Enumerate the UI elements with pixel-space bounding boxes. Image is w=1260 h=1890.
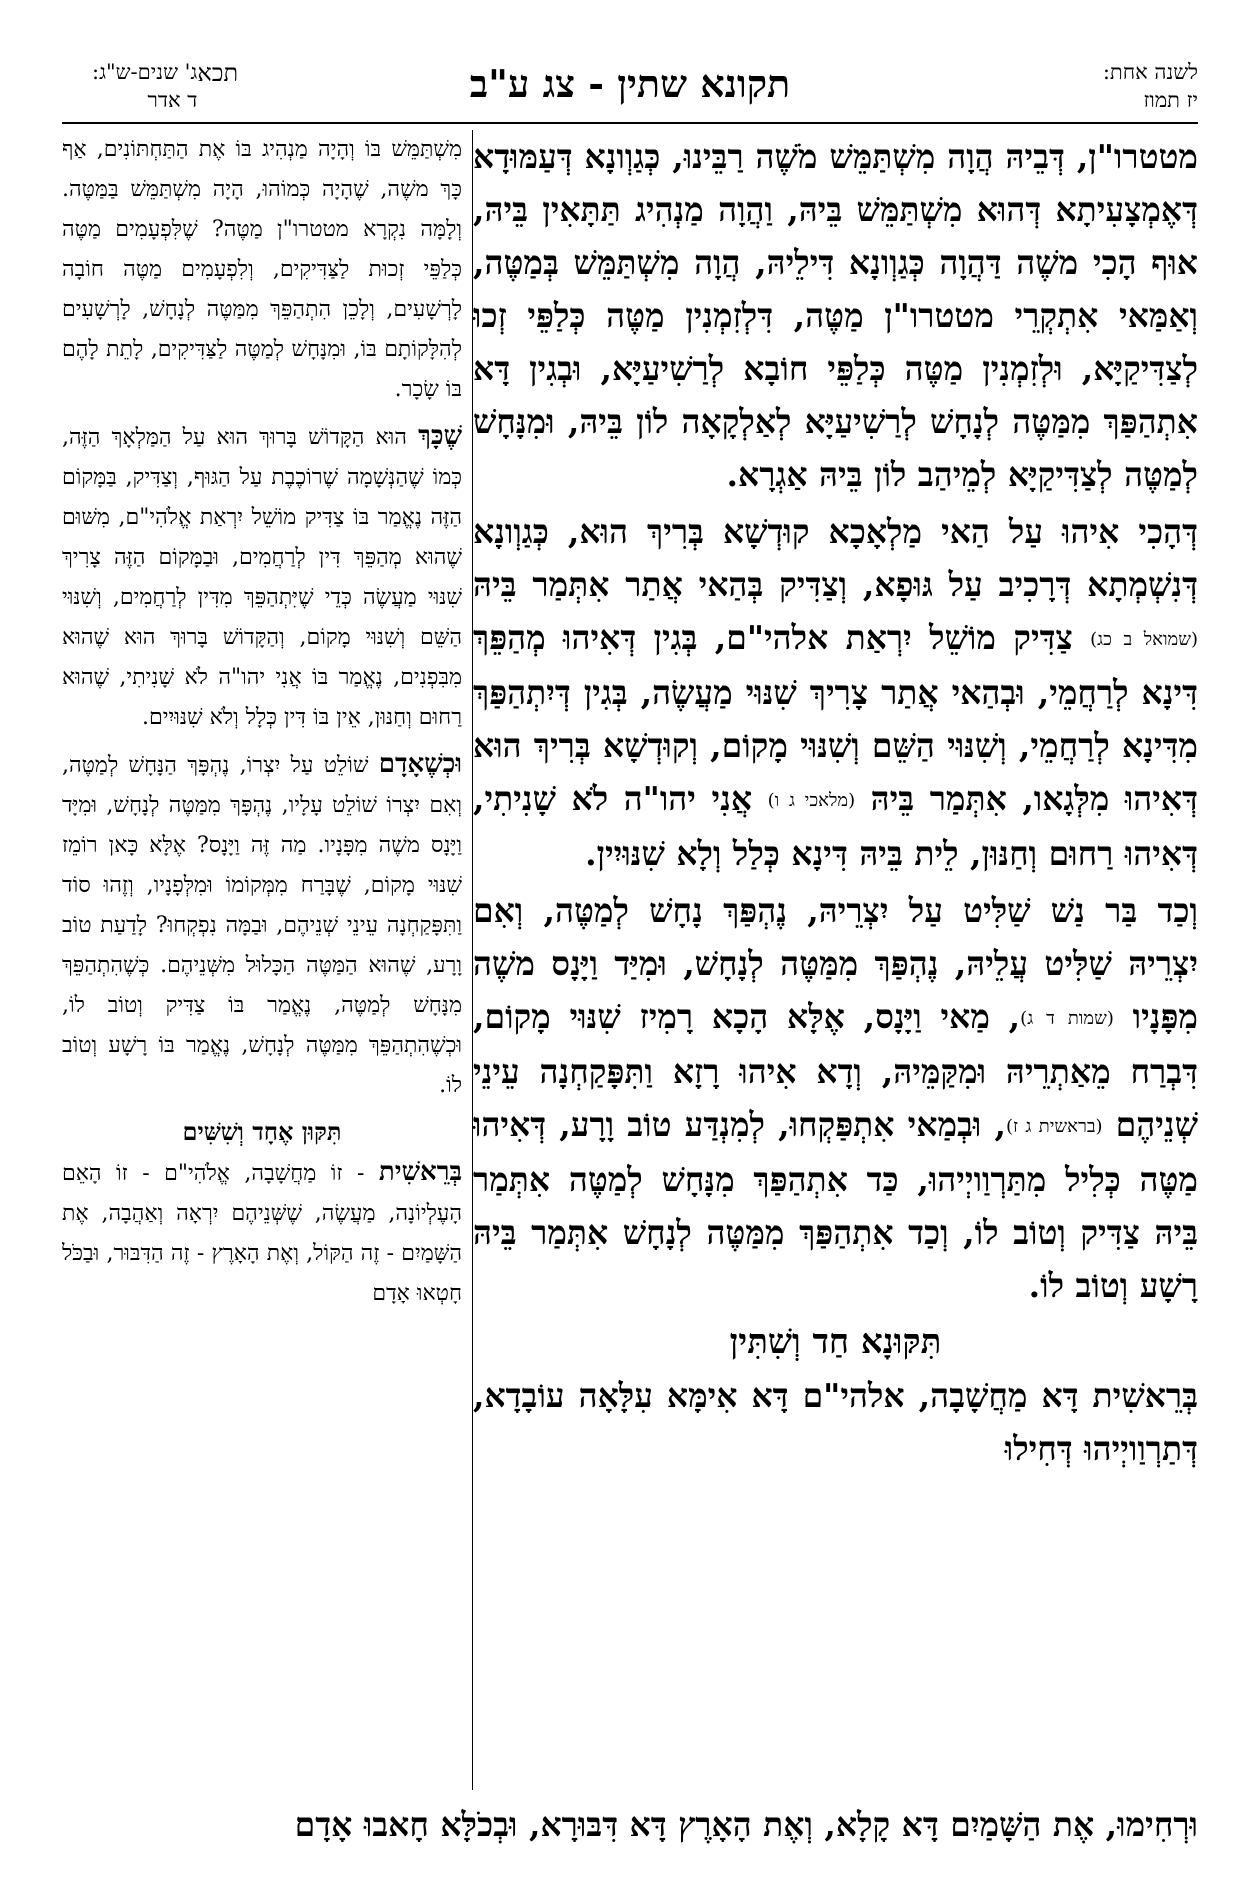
side-paragraph-2 — [62, 416, 462, 738]
paragraph-lead-word: בְּרֵאשִׁית — [378, 1157, 462, 1187]
main-paragraph-2-part-c: אֲנִי יהו"ה לֹא שָׁנִיתִי, דְּאִיהוּ רַחוּם וְחַנּוּן, לֵית בֵּיהּ דִּינָא כְּלַל וְלָא שִׁנּוּיִין. — [473, 779, 1198, 873]
page-number: תכא — [197, 59, 239, 87]
side-paragraph-4 — [62, 1152, 462, 1314]
header-divider — [62, 122, 1198, 124]
main-paragraph-1: מטטרו"ן, דְּבֵיהּ הֲוָה מִשְׁתַּמֵּשׁ מֹשֶׁה רַבֵּינוּ, כְּגַוְונָא דְּעַמּוּדָא דְּאֶמְצָעִיתָא דְּהוּא מִשְׁתַּמֵּשׁ בֵּיהּ, וַהֲוָה מַנְהִיג תַּתָּאִין בֵּיהּ, אוּף הָכִי משֶׁה דַּהֲוָה כְּגַוְונָא דִּילֵיהּ, הֲוָה מִשְׁתַּמֵּשׁ בְּמַטֶּה, וְאַמַּאי אִתְקְרֵי מטטרו"ן מַטֶּה, דִּלְזִמְנִין מַטֶּה כְּלַפֵּי זְכוּ לְצַדִּיקַיָּא, וּלְזִמְנִין מַטֶּה כְּלַפֵּי חוֹבָא לְרַשִׁיעַיָּא, וּבְגִין דָּא אִתְהַפַּךְ מִמַּטֶּה לְנָחָשׁ לְרַשִׁיעַיָּא לְאַלְקָאָה לוֹן בֵּיהּ, וּמִנָּחָשׁ לְמַטֶּה לְצַדִּיקַיָּא לְמֵיהַב לוֹן בֵּיהּ אַגְרָא. — [473, 137, 1198, 494]
source-reference: (מלאכי ג ו) — [767, 790, 856, 811]
header-schedule-date: יז תמוז — [1143, 88, 1198, 112]
side-paragraph-1: מִשְׁתַּמֵּשׁ בּוֹ וְהָיָה מַנְהִיג בּוֹ אֶת הַתַּחְתּוֹנִים, אַף כָּךְ משֶׁה, שֶׁהָיָה כְּמוֹהוּ, הָיָה מִשְׁתַּמֵּשׁ בַּמַּטֶּה. וְלָמָּה נִקְרָא מטטרו"ן מַטֶּה? שֶׁלִּפְעָמִים מַטֶּה כְּלַפֵּי זְכוּת לַצַּדִּיקִים, וְלִפְעָמִים מַטֶּה חוֹבָה לָרְשָׁעִים, וְלָכֵן הִתְהַפֵּךְ מִמַּטֶּה לְנָחָשׁ, לָרְשָׁעִים לְהִלָּקוֹתָם בּוֹ, וּמִנָּחָשׁ לְמַטֶּה לַצַּדִּיקִים, לָתֵת לָהֶם בּוֹ שָׂכָר. — [62, 137, 462, 402]
main-paragraph-4: בְּרֵאשִׁית דָּא מַחֲשָׁבָה, אלהי"ם דָּא אִימָּא עִלָּאָה עוֹבָדָא, דְּתַרְוַויְיהוּ דְּחִילוּ — [473, 1376, 1198, 1468]
side-paragraph-4-text: - זוֹ מַחֲשָׁבָה, אֱלֹהִי"ם - זוֹ הָאֵם הָעֶלְיוֹנָה, מַעֲשֶׂה, שֶׁשְּׁנֵיהֶם יִרְאָה וְאַהֲבָה, אֶת הַשָּׁמַיִם - זֶה הַקּוֹל, וְאֶת הָאָרֶץ - זֶה הַדִּבּוּר, וּבַכֹּל חָטְאוּ אָדָם — [62, 1161, 462, 1306]
page-header — [62, 58, 1198, 118]
main-text-column — [473, 130, 1198, 1790]
header-schedule-label: לשנה אחת: — [1102, 60, 1198, 84]
main-paragraph-2-part-a: דְּהָכִי אִיהוּ עַל הַאי מַלְאָכָא קוּדְשָׁא בְּרִיךְ הוּא, כְּגַוְונָא דְּנִשְׁמְתָא דְּרָכִיב עַל גּוּפָא, וְצַדִּיק בְּהַאי אֲתַר אִתְּמַר בֵּיהּ — [473, 512, 1198, 604]
main-paragraph-2 — [473, 505, 1198, 880]
source-reference: (שמואל ב כג) — [1090, 629, 1198, 650]
page-title: תקונא שתין - צג ע"ב — [469, 61, 791, 106]
paragraph-lead-word: שֶׁכָּךְ — [418, 421, 462, 451]
main-paragraph-3-part-b: , מַאי וַיָּנָס, אֶלָּא הָכָא רָמִיז שִׁנּוּי מָקוֹם, דִּבְרַח מֵאַתְרֵיהּ וּמִקַּמֵּיהּ, וְדָא אִיהוּ רָזָא וַתִּפָּקַחְנָה עֵינֵי שְׁנֵיהֶם — [473, 997, 1198, 1144]
source-reference: (בראשית ג ז) — [1006, 1116, 1103, 1137]
header-schedule-three-years — [92, 58, 197, 114]
main-paragraph-3-part-c: , וּבְמַאי אִתְפַּקְחוּ, לְמִנְדַּע טוֹב וָרָע, דְּאִיהוּ מַטֶּה כְּלִיל מִתַּרְוַויְיהוּ, כַּד אִתְהַפַּךְ מִנָּחָשׁ לְמַטֶּה אִתְּמַר בֵּיהּ צַדִּיק וְטוֹב לוֹ, וְכַד אִתְהַפַּךְ מִמַּטֶּה לְנָחָשׁ אִתְּמַר בֵּיהּ רָשָׁע וְטוֹב לוֹ. — [473, 1105, 1198, 1305]
paragraph-lead-word: וּכְשֶׁאָדָם — [378, 749, 462, 779]
main-paragraph-3-part-a: וְכַד בַּר נַשׁ שַׁלִּיט עַל יִצְרֵיהּ, נֶהְפַּךְ נָחָשׁ לְמַטֶּה, וְאִם יִצְרֵיהּ שַׁלִּיט עֲלֵיהּ, נֶהְפַּךְ מִמַּטֶּה לְנָחָשׁ, וּמִיַּד וַיָּנָס משֶׁה מִפָּנָיו — [473, 891, 1198, 1036]
bottom-continuation-line: וּרְחִימוּ, אֶת הַשָּׁמַיִם דָּא קָלָא, וְאֶת הָאָרֶץ דָּא דִּבּוּרָא, וּבְכֹלָּא חָאבוּ אָדָם — [294, 1805, 1198, 1844]
side-paragraph-3-text: שׁוֹלֵט עַל יִצְרוֹ, נֶהְפָּךְ הַנָּחָשׁ לְמַטֶּה, וְאִם יִצְרוֹ שׁוֹלֵט עָלָיו, נֶהְפָּךְ מִמַּטֶּה לְנָחָשׁ, וּמִיָּד וַיָּנָס משֶׁה מִפָּנָיו. מַה זֶּה וַיָּנָס? אֶלָּא כָּאן רוֹמֵז שִׁנּוּי מָקוֹם, שֶׁבָּרַח מִמְּקוֹמוֹ וּמִלְּפָנָיו, וְזֶהוּ סוֹד וַתִּפָּקַחְנָה עֵינֵי שְׁנֵיהֶם, וּבַמָּה נִפְקְחוּ? לָדַעַת טוֹב וָרָע, שֶׁהוּא הַמַּטֶּה הַכָּלוּל מִשְּׁנֵיהֶם. כְּשֶׁהִתְהַפֵּךְ מִנָּחָשׁ לְמַטֶּה, נֶאֱמַר בּוֹ צַדִּיק וְטוֹב לוֹ, וּכְשֶׁהִתְהַפֵּךְ מִמַּטֶּה לְנָחָשׁ, נֶאֱמַר בּוֹ רָשָׁע וְטוֹב לוֹ. — [62, 753, 462, 1098]
side-section-heading: תִּקּוּן אֶחָד וְשִׁשִּׁים — [182, 1117, 342, 1146]
translation-column — [62, 130, 462, 1790]
source-reference: (שמות ד ג) — [1020, 1008, 1114, 1029]
header-schedule-label-2: ג' שנים-ש"ג: — [92, 60, 198, 84]
main-paragraph-2-part-b: צַדִּיק מוֹשֵׁל יִרְאַת אלהי"ם, בְּגִין דְּאִיהוּ מְהַפֵּךְ דִּינָא לְרַחֲמֵי, וּבְהַאי אֲתַר צָרִיךְ שִׁנּוּי מַעֲשֶׂה, בְּגִין דְּיִתְהַפַּךְ מִדִּינָא לְרַחֲמֵי, וְשִׁנּוּי הַשֵּׁם וְשִׁנּוּי מָקוֹם, וְקוּדְשָׁא בְּרִיךְ הוּא דְּאִיהוּ מִלְּגָאו, אִתְּמַר בֵּיהּ — [473, 618, 1198, 818]
side-paragraph-2-text: הוּא הַקָּדוֹשׁ בָּרוּךְ הוּא עַל הַמַּלְאָךְ הַזֶּה, כְּמוֹ שֶׁהַנְּשָׁמָה שֶׁרוֹכֶבֶת עַל הַגּוּף, וְצַדִּיק, בַּמָּקוֹם הַזֶּה נֶאֱמַר בּוֹ צַדִּיק מוֹשֵׁל יִרְאַת אֱלֹהִי"ם, מִשּׁוּם שֶׁהוּא מְהַפֵּךְ דִּין לְרַחֲמִים, וּבַמָּקוֹם הַזֶּה צָרִיךְ שִׁנּוּי מַעֲשֶׂה כְּדֵי שֶׁיִּתְהַפֵּךְ מִדִּין לְרַחֲמִים, וְשִׁנּוּי הַשֵּׁם וְשִׁנּוּי מָקוֹם, וְהַקָּדוֹשׁ בָּרוּךְ הוּא שֶׁהוּא מִבִּפְנִים, נֶאֱמַר בּוֹ אֲנִי יהו"ה לֹא שָׁנִיתִי, שֶׁהוּא רַחוּם וְחַנּוּן, אֵין בּוֹ דִּין כְּלָל וְלֹא שִׁנּוּיִים. — [62, 425, 462, 730]
header-left-block — [62, 58, 238, 114]
header-schedule-date-2: ד אדר — [147, 88, 198, 112]
section-heading: תִּקּוּנָא חַד וְשִׁתִּין — [729, 1322, 942, 1362]
side-paragraph-3 — [62, 744, 462, 1106]
main-paragraph-3 — [473, 884, 1198, 1312]
column-divider — [472, 130, 473, 1790]
